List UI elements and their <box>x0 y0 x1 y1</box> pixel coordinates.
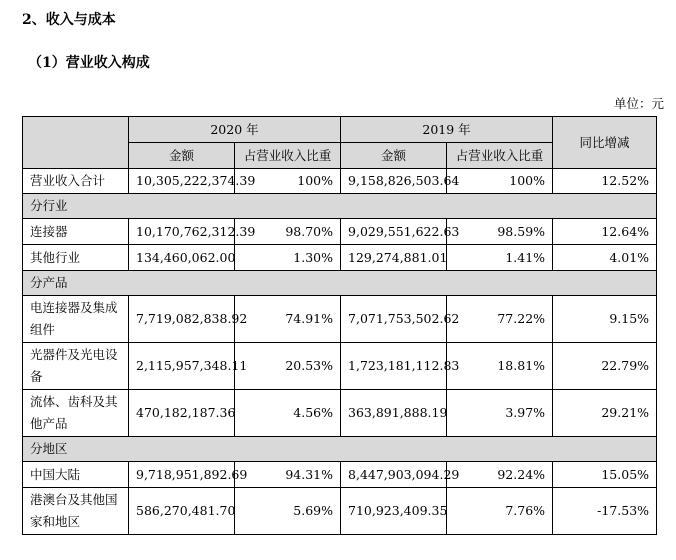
share-2019: 1.41% <box>447 245 553 271</box>
row-label: 光器件及光电设备 <box>23 343 129 390</box>
header-yoy: 同比增减 <box>553 117 657 169</box>
unit-label: 单位：元 <box>613 96 664 111</box>
section-title: 分产品 <box>23 271 657 296</box>
yoy-change: 29.21% <box>553 390 657 437</box>
share-2020: 74.91% <box>235 296 341 343</box>
yoy-change: 4.01% <box>553 245 657 271</box>
amount-2020: 10,170,762,312.39 <box>129 219 235 245</box>
row-label: 港澳台及其他国家和地区 <box>23 488 129 535</box>
table-row <box>23 245 657 271</box>
share-2019: 18.81% <box>447 343 553 390</box>
amount-2019: 8,447,903,094.29 <box>341 462 447 488</box>
table-row <box>23 219 657 245</box>
share-2019: 92.24% <box>447 462 553 488</box>
row-label: 中国大陆 <box>23 462 129 488</box>
revenue-composition-table <box>22 116 657 535</box>
section-row-industry <box>23 194 657 219</box>
yoy-change: 12.64% <box>553 219 657 245</box>
share-2019: 3.97% <box>447 390 553 437</box>
amount-2020: 10,305,222,374.39 <box>129 169 235 194</box>
section-title: 分行业 <box>23 194 657 219</box>
amount-2020: 7,719,082,838.92 <box>129 296 235 343</box>
total-row <box>23 169 657 194</box>
row-label: 连接器 <box>23 219 129 245</box>
header-year-2019: 2019 年 <box>341 117 553 143</box>
amount-2020: 134,460,062.00 <box>129 245 235 271</box>
yoy-change: 12.52% <box>553 169 657 194</box>
amount-2020: 470,182,187.36 <box>129 390 235 437</box>
share-2019: 100% <box>447 169 553 194</box>
header-amount-2019: 金额 <box>341 143 447 169</box>
header-corner <box>23 117 129 169</box>
row-label: 流体、齿科及其他产品 <box>23 390 129 437</box>
share-2020: 4.56% <box>235 390 341 437</box>
section-row-product <box>23 271 657 296</box>
share-2019: 77.22% <box>447 296 553 343</box>
amount-2020: 586,270,481.70 <box>129 488 235 535</box>
amount-2020: 2,115,957,348.11 <box>129 343 235 390</box>
table-row <box>23 296 657 343</box>
row-label: 其他行业 <box>23 245 129 271</box>
amount-2019: 363,891,888.19 <box>341 390 447 437</box>
table-row <box>23 488 657 535</box>
share-2020: 100% <box>235 169 341 194</box>
share-2019: 7.76% <box>447 488 553 535</box>
share-2020: 1.30% <box>235 245 341 271</box>
amount-2019: 710,923,409.35 <box>341 488 447 535</box>
share-2019: 98.59% <box>447 219 553 245</box>
amount-2019: 9,158,826,503.64 <box>341 169 447 194</box>
section-heading: 2、收入与成本 <box>22 12 116 28</box>
share-2020: 5.69% <box>235 488 341 535</box>
yoy-change: -17.53% <box>553 488 657 535</box>
share-2020: 98.70% <box>235 219 341 245</box>
header-share-2019: 占营业收入比重 <box>447 143 553 169</box>
subsection-heading: （1）营业收入构成 <box>28 55 150 71</box>
section-title: 分地区 <box>23 437 657 462</box>
header-share-2020: 占营业收入比重 <box>235 143 341 169</box>
amount-2020: 9,718,951,892.69 <box>129 462 235 488</box>
amount-2019: 129,274,881.01 <box>341 245 447 271</box>
amount-2019: 1,723,181,112.83 <box>341 343 447 390</box>
share-2020: 94.31% <box>235 462 341 488</box>
header-year-2020: 2020 年 <box>129 117 341 143</box>
share-2020: 20.53% <box>235 343 341 390</box>
yoy-change: 15.05% <box>553 462 657 488</box>
section-row-region <box>23 437 657 462</box>
table-row <box>23 390 657 437</box>
amount-2019: 7,071,753,502.62 <box>341 296 447 343</box>
yoy-change: 22.79% <box>553 343 657 390</box>
table-row <box>23 462 657 488</box>
amount-2019: 9,029,551,622.63 <box>341 219 447 245</box>
row-label: 营业收入合计 <box>23 169 129 194</box>
table-row <box>23 343 657 390</box>
row-label: 电连接器及集成组件 <box>23 296 129 343</box>
header-row-years <box>23 117 657 143</box>
header-amount-2020: 金额 <box>129 143 235 169</box>
yoy-change: 9.15% <box>553 296 657 343</box>
